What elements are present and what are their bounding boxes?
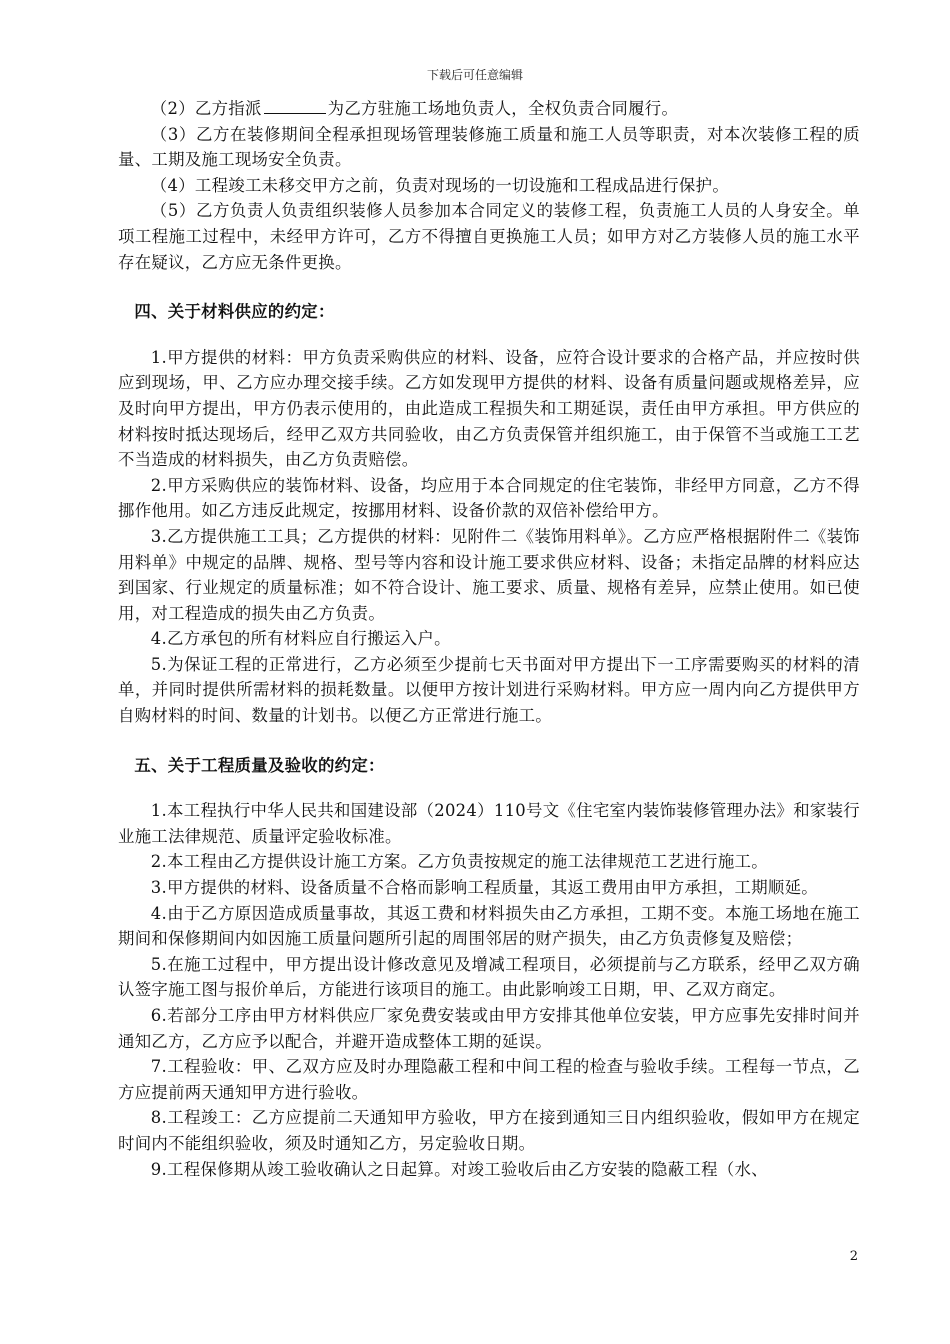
clause-paragraph [118, 96, 860, 122]
clause-paragraph: （5）乙方负责人负责组织装修人员参加本合同定义的装修工程，负责施工人员的人身安全。单项工程施工过程中，未经甲方许可，乙方不得擅自更换施工人员；如甲方对乙方装修人员的施工水平存在疑议，乙方应无条件更换。 [118, 201, 860, 272]
clause-paragraph: 3.乙方提供施工工具；乙方提供的材料：见附件二《装饰用料单》。乙方应严格根据附件二《装饰用料单》中规定的品牌、规格、型号等内容和设计施工要求供应材料、设备；未指定品牌的材料应达到国家、行业规定的质量标准；如不符合设计、施工要求、质量、规格有差异，应禁止使用。如已使用，对工程造成的损失由乙方负责。 [118, 526, 860, 623]
clause-paragraph: （4）工程竣工未移交甲方之前，负责对现场的一切设施和工程成品进行保护。 [150, 175, 730, 195]
clause-text: 为乙方驻施工场地负责人，全权负责合同履行。 [327, 99, 679, 118]
clause-paragraph: 4.乙方承包的所有材料应自行搬运入户。 [150, 629, 451, 649]
clause-paragraph: 2.本工程由乙方提供设计施工方案。乙方负责按规定的施工法律规范工艺进行施工。 [150, 852, 768, 872]
clause-paragraph: 9.工程保修期从竣工验收确认之日起算。对竣工验收后由乙方安装的隐蔽工程（水、 [150, 1159, 768, 1179]
clause-paragraph: 8.工程竣工：乙方应提前二天通知甲方验收，甲方在接到通知三日内组织验收，假如甲方在规定时间内不能组织验收，须及时通知乙方，另定验收日期。 [118, 1108, 860, 1153]
clause-paragraph: 1.甲方提供的材料：甲方负责采购供应的材料、设备，应符合设计要求的合格产品，并应按时供应到现场，甲、乙方应办理交接手续。乙方如发现甲方提供的材料、设备有质量问题或规格差异，应及时向甲方提出，甲方仍表示使用的，由此造成工程损失和工期延误，责任由甲方承担。甲方供应的材料按时抵达现场后，经甲乙双方共同验收，由乙方负责保管并组织施工，由于保管不当或施工工艺不当造成的材料损失，由乙方负责赔偿。 [118, 347, 860, 470]
clause-paragraph: 7.工程验收：甲、乙双方应及时办理隐蔽工程和中间工程的检查与验收手续。工程每一节点，乙方应提前两天通知甲方进行验收。 [118, 1057, 860, 1102]
section-heading: 四、关于材料供应的约定： [134, 302, 335, 322]
clause-text: （2）乙方指派 [150, 99, 262, 118]
blank-line [264, 99, 326, 114]
clause-paragraph: 2.甲方采购供应的装饰材料、设备，均应用于本合同规定的住宅装饰，非经甲方同意，乙方不得挪作他用。如乙方违反此规定，按挪用材料、设备价款的双倍补偿给甲方。 [118, 475, 860, 521]
clause-paragraph: 5.在施工过程中，甲方提出设计修改意见及增减工程项目，必须提前与乙方联系，经甲乙双方确认签字施工图与报价单后，方能进行该项目的施工。由此影响竣工日期，甲、乙双方商定。 [118, 954, 860, 1000]
page-number: 2 [849, 1249, 858, 1264]
page-header: 下载后可任意编辑 [426, 68, 523, 82]
clause-paragraph: 6.若部分工序由甲方材料供应厂家免费安装或由甲方安排其他单位安装，甲方应事先安排时间并通知乙方，乙方应予以配合，并避开造成整体工期的延误。 [118, 1006, 860, 1051]
clause-paragraph: 3.甲方提供的材料、设备质量不合格而影响工程质量，其返工费用由甲方承担，工期顺延。 [150, 878, 818, 898]
clause-paragraph: 4.由于乙方原因造成质量事故，其返工费和材料损失由乙方承担，工期不变。本施工场地在施工期间和保修期间内如因施工质量问题所引起的周围邻居的财产损失，由乙方负责修复及赔偿； [118, 903, 860, 949]
document-body [118, 96, 860, 1182]
clause-paragraph: （3）乙方在装修期间全程承担现场管理装修施工质量和施工人员等职责，对本次装修工程的质量、工期及施工现场安全负责。 [118, 124, 860, 170]
clause-paragraph: 1.本工程执行中华人民共和国建设部（2024）110号文《住宅室内装饰装修管理办法》和家装行业施工法律规范、质量评定验收标准。 [118, 801, 860, 846]
clause-paragraph: 5.为保证工程的正常进行，乙方必须至少提前七天书面对甲方提出下一工序需要购买的材料的清单，并同时提供所需材料的损耗数量。以便甲方按计划进行采购材料。甲方应一周内向乙方提供甲方自购材料的时间、数量的计划书。以便乙方正常进行施工。 [118, 654, 860, 726]
section-heading: 五、关于工程质量及验收的约定： [134, 755, 385, 775]
